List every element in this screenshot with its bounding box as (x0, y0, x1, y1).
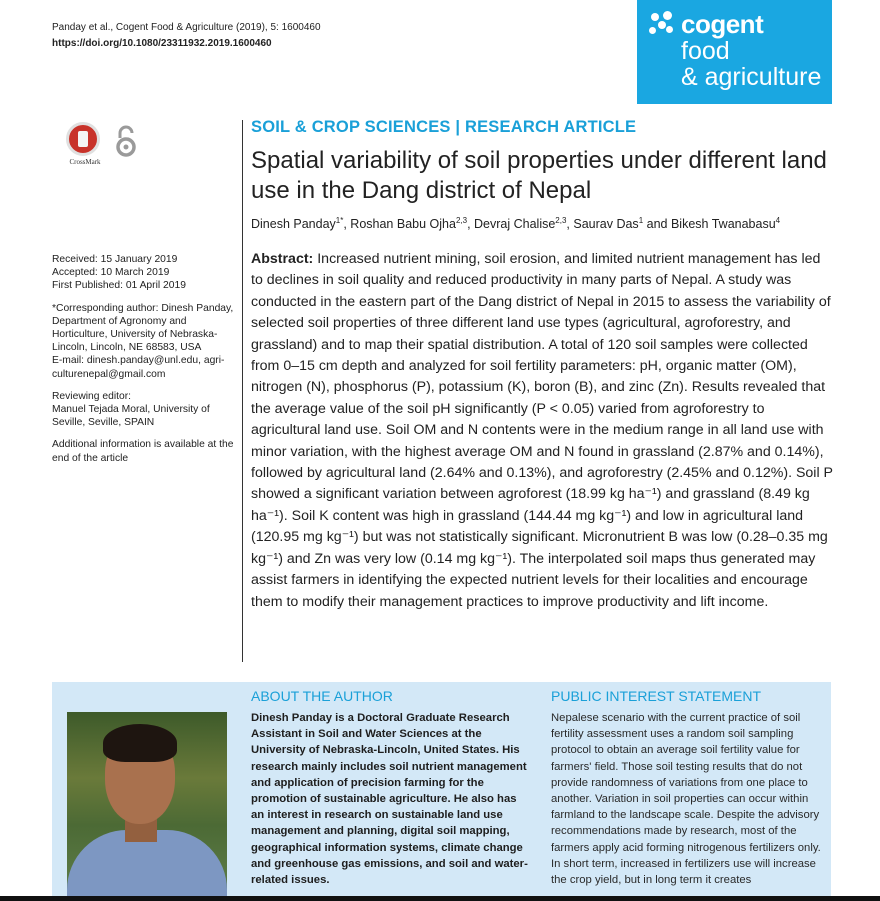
author-affiliation: 1* (335, 216, 344, 225)
author-name: Devraj Chalise (474, 217, 556, 232)
author-email[interactable]: E-mail: dinesh.panday@unl.edu, agri-culturenepal@gmail.com (52, 355, 225, 380)
open-access-icon (114, 124, 138, 158)
accepted-date: Accepted: 10 March 2019 (52, 267, 170, 279)
author-name: Bikesh Twanabasu (670, 217, 776, 232)
citation-line: Panday et al., Cogent Food & Agriculture (2019), 5: 1600460 (52, 22, 321, 33)
author-name: Roshan Babu Ojha (350, 217, 456, 232)
article-title: Spatial variability of soil properties under different land use in the Dang district of Nepal (251, 147, 827, 204)
abstract (251, 249, 834, 613)
author-affiliation: 2,3 (455, 216, 468, 225)
reviewing-editor: Manuel Tejada Moral, University of Seville, Seville, SPAIN (52, 404, 210, 429)
author-name: Dinesh Panday (251, 217, 336, 232)
article-metadata (52, 253, 237, 474)
abstract-label: Abstract: (251, 251, 314, 267)
doi-link[interactable]: https://doi.org/10.1080/23311932.2019.1600460 (52, 38, 272, 49)
column-divider (242, 120, 243, 662)
brand-word-cogent: cogent (681, 9, 764, 39)
abstract-text: Increased nutrient mining, soil erosion, and limited nutrient management has led to declines in soil quality and reduced productivity in many parts of Nepal. A study was conducted in the eastern part of the Dang district of Nepal in 2015 to assess the variability of selected soil properties of three different land use types (agricultural, agroforestry, and grassland) and to map their spatial distribution. A total of 120 soil samples were collected from 0–15 cm depth and analyzed for soil fertility parameters: pH, organic matter (OM), nitrogen (N), phosphorus (P), potassium (K), boron (B), and zinc (Zn). Results revealed that the average value of the soil pH significantly (P < 0.05) varied from agroforestry to agricultural land use. Soil OM and N contents were in the medium range in all land use with minor variation, with the highest average OM and N found in grassland (2.87% and 0.14%), followed by agricultural land (2.64% and 0.13%), and agroforestry (2.45% and 0.12%). Soil P showed a significant variation between agroforest (18.99 kg ha⁻¹) and grassland (8.49 kg ha⁻¹). Soil K content was high in grassland (144.44 mg kg⁻¹) and low in agricultural land (120.95 mg kg⁻¹) but was not statistically significant. Micronutrient B was low (0.28–0.35 mg kg⁻¹) and Zn was very low (0.14 mg kg⁻¹). The interpolated soil maps thus generated may assist farmers in identifying the expected nutrient levels for their localities and encourage them to modify their management practices to improve productivity and lift income. (251, 251, 833, 610)
author-affiliation: 1 (638, 216, 644, 225)
reviewing-editor-label: Reviewing editor: (52, 390, 131, 402)
section-label: SOIL & CROP SCIENCES | RESEARCH ARTICLE (251, 118, 637, 136)
author-photo (67, 712, 227, 901)
brand-word-agriculture: & agriculture (681, 63, 822, 91)
additional-info: Additional information is available at the end of the article (52, 439, 234, 464)
cogent-logo-icon (649, 11, 675, 37)
author-affiliation: 2,3 (555, 216, 567, 225)
journal-logo[interactable] (637, 0, 832, 104)
crossmark-icon[interactable] (66, 122, 100, 156)
published-date: First Published: 01 April 2019 (52, 280, 186, 292)
crossmark-label: CrossMark (69, 158, 101, 166)
citation-header (52, 20, 321, 52)
brand-word-food: food (681, 37, 730, 65)
public-interest-heading: PUBLIC INTEREST STATEMENT (551, 688, 762, 704)
article-badges (62, 120, 142, 168)
author-list: Dinesh Panday$^{1*}$, Roshan Babu Ojha$^{2,3}$, Devraj Chalise$^{2,3}$, Saurav Das$^1$ and Bikesh Twanabasu$^4$ (251, 216, 781, 232)
corresponding-author: *Corresponding author: Dinesh Panday, Department of Agronomy and Horticulture, University of Nebraska-Lincoln, Lincoln, NE 68583, USA (52, 302, 234, 354)
author-name: Saurav Das (573, 217, 639, 232)
about-author-heading: ABOUT THE AUTHOR (251, 688, 393, 704)
received-date: Received: 15 January 2019 (52, 254, 178, 265)
window-edge (0, 896, 880, 901)
author-affiliation: 4 (775, 216, 781, 225)
about-author-text: Dinesh Panday is a Doctoral Graduate Research Assistant in Soil and Water Sciences at the University of Nebraska-Lincoln, United States. His research mainly includes soil nutrient management and application of precision farming for the promotion of sustainable agriculture. He also has an interest in research on sustainable land use management and planning, digital soil mapping, geographical information systems, climate change and greenhouse gas emissions, and soil and water-related issues. (251, 712, 528, 887)
public-interest-text: Nepalese scenario with the current practice of soil fertility assessment uses a random soil sampling protocol to obtain an average soil fertility value for farmers' field. Those soil testing results that do not provide randomness of variations from one place to another. Variation in soil properties can occur within farmland to the landscape scale. Despite the advisory recommendations made by research, most of the farmers apply acid forming nitrogenous fertilizers only. In short term, increased in fertilizers use will increase the crop yield, but in long term it creates (551, 712, 821, 887)
author-panel (52, 682, 831, 901)
